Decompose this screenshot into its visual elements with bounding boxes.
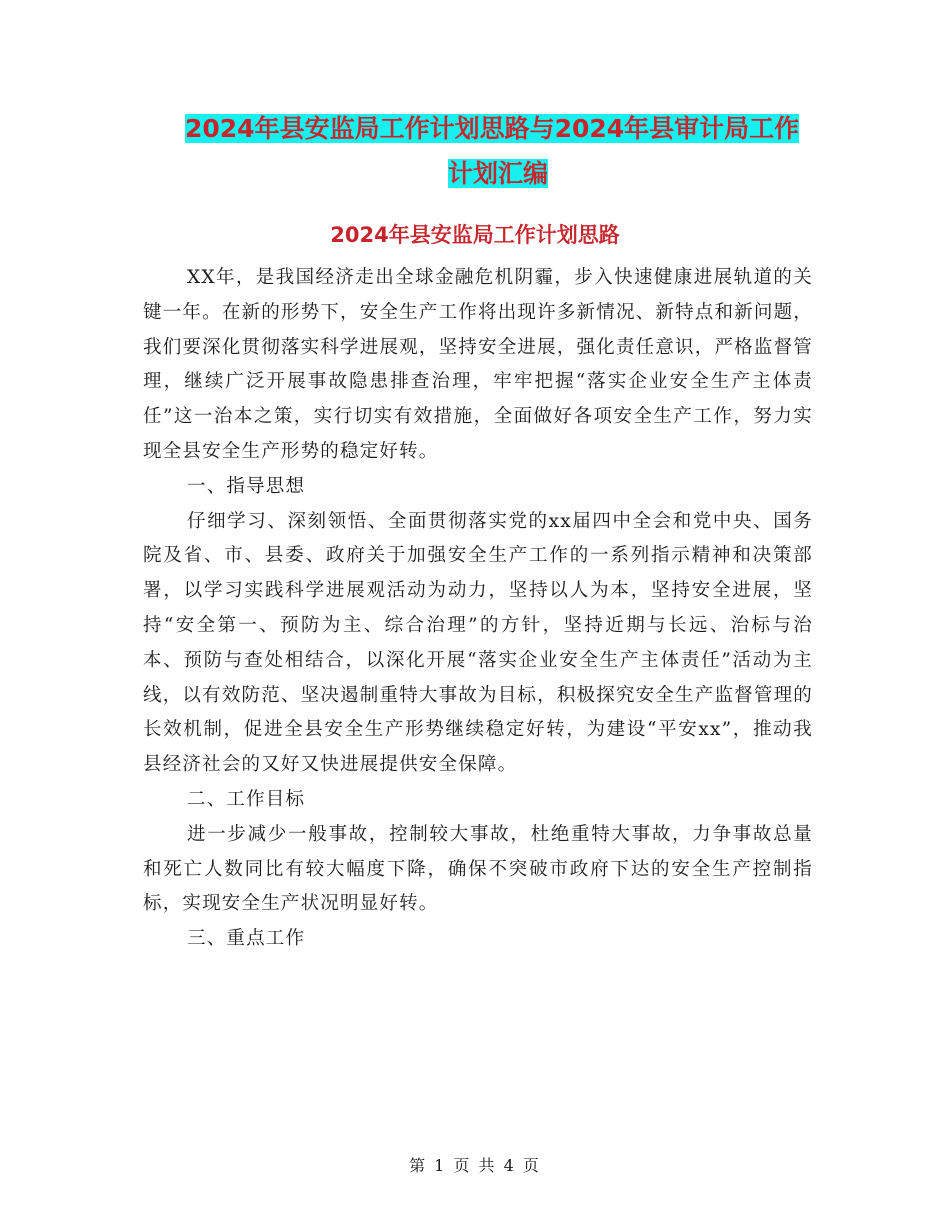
paragraph-guiding-ideology: 仔细学习、深刻领悟、全面贯彻落实党的xx届四中全会和党中央、国务院及省、市、县委、政府关于加强安全生产工作的一系列指示精神和决策部署，以学习实践科学进展观活动为动力，坚持以人为本，坚持安全进展，坚持“安全第一、预防为主、综合治理”的方针，坚持近期与长远、治标与治本、预防与查处相结合，以深化开展“落实企业安全生产主体责任”活动为主线，以有效防范、坚决遏制重特大事故为目标，积极探究安全生产监督管理的长效机制，促进全县安全生产形势继续稳定好转，为建设“平安xx”，推动我县经济社会的又好又快进展提供安全保障。 xyxy=(143,510,813,776)
section-title: 2024年县安监局工作计划思路 xyxy=(330,223,620,247)
page-footer xyxy=(0,1153,950,1176)
document-title-line-2 xyxy=(185,153,811,195)
heading-work-goals: 二、工作目标 xyxy=(187,788,306,810)
paragraph-intro: XX年，是我国经济走出全球金融危机阴霾，步入快速健康进展轨道的关键一年。在新的形势下，安全生产工作将出现许多新情况、新特点和新问题，我们要深化贯彻落实科学进展观，坚持安全进展，强化责任意识，严格监督管理，继续广泛开展事故隐患排查治理，牢牢把握“落实企业安全生产主体责任”这一治本之策，实行切实有效措施，全面做好各项安全生产工作，努力实现全县安全生产形势的稳定好转。 xyxy=(143,267,813,462)
document-title-text-1: 2024年县安监局工作计划思路与2024年县审计局工作 xyxy=(185,114,800,143)
heading-guiding-ideology: 一、指导思想 xyxy=(187,475,306,497)
document-body xyxy=(143,261,813,957)
document-title-text-2: 计划汇编 xyxy=(447,159,548,188)
page-number: 第 1 页 共 4 页 xyxy=(409,1156,541,1175)
heading-key-work: 三、重点工作 xyxy=(187,928,306,950)
paragraph-work-goals: 进一步减少一般事故，控制较大事故，杜绝重特大事故，力争事故总量和死亡人数同比有较大幅度下降，确保不突破市政府下达的安全生产控制指标，实现安全生产状况明显好转。 xyxy=(143,823,813,915)
document-title-line-1 xyxy=(185,108,811,150)
